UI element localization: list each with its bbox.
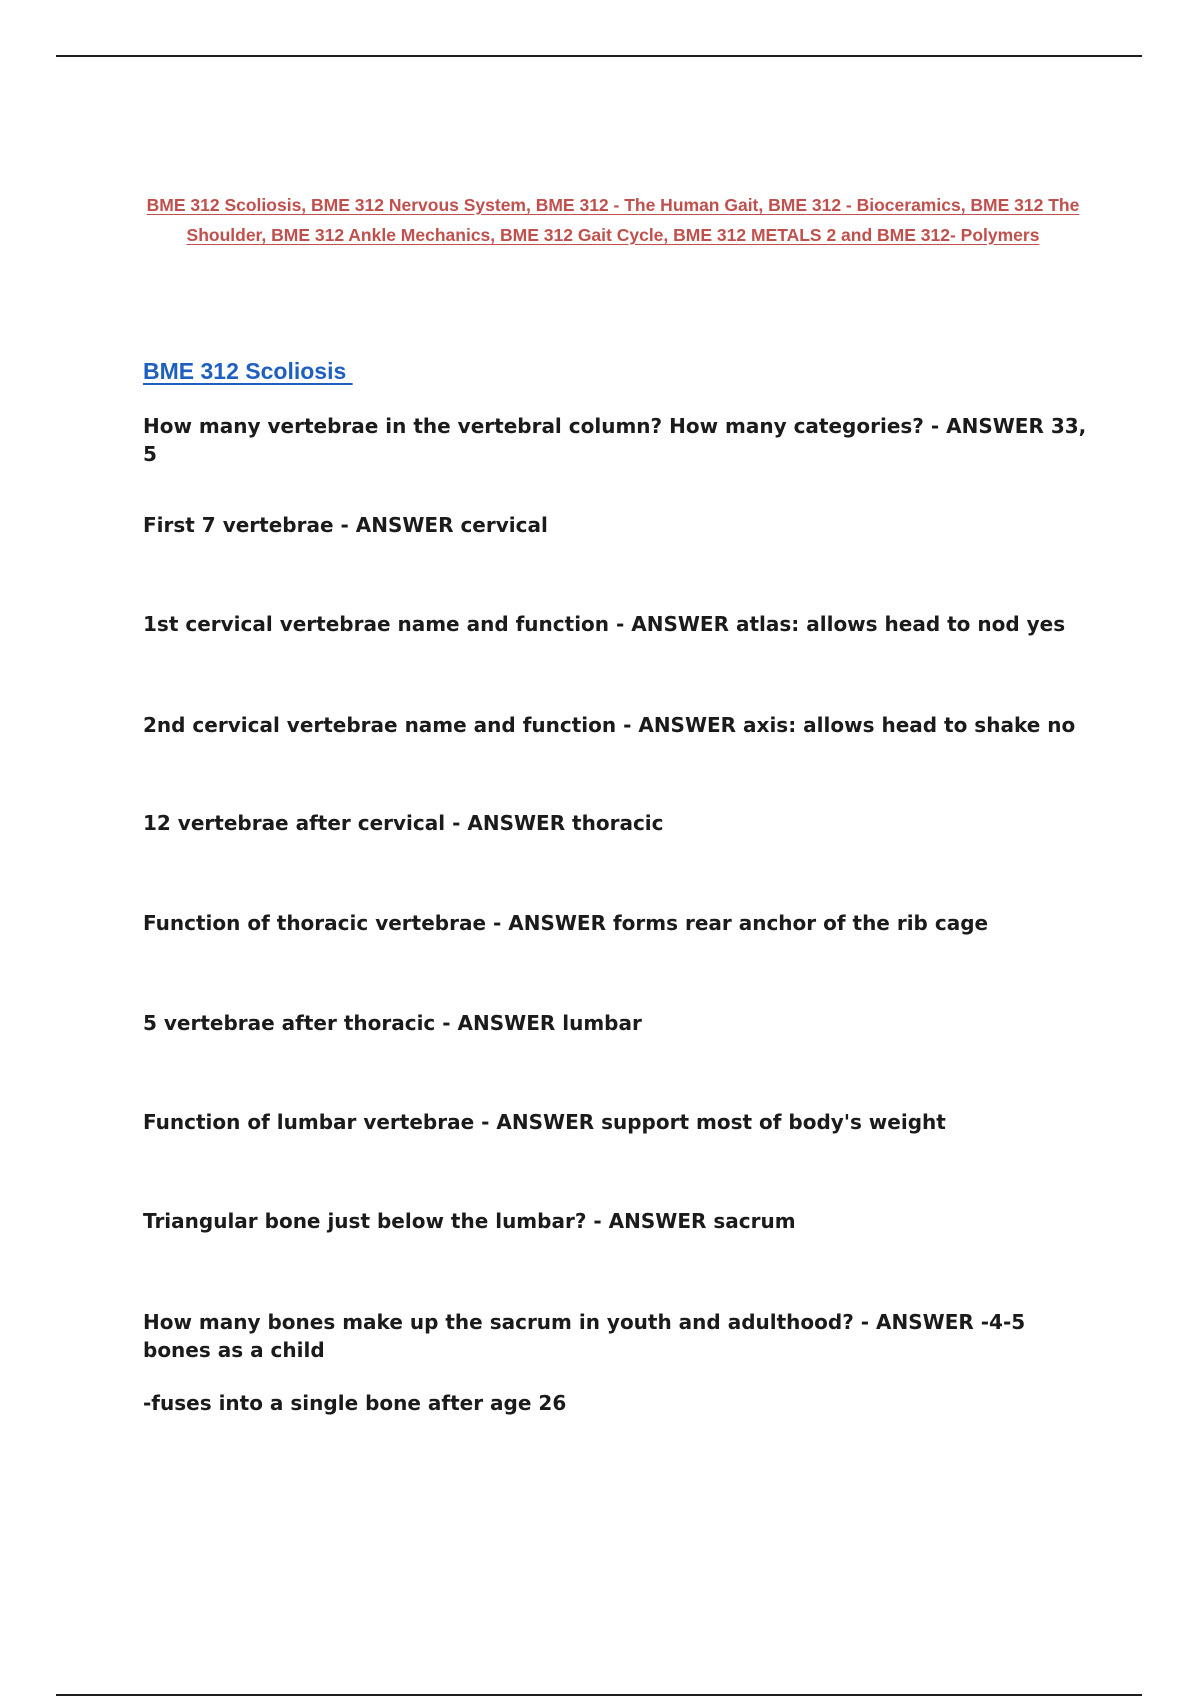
qa-item: Function of thoracic vertebrae - ANSWER forms rear anchor of the rib cage xyxy=(143,911,989,935)
qa-item: How many bones make up the sacrum in youth and adulthood? - ANSWER -4-5 bones as a child xyxy=(143,1310,1026,1362)
qa-item-continuation: -fuses into a single bone after age 26 xyxy=(143,1391,567,1415)
qa-item: First 7 vertebrae - ANSWER cervical xyxy=(143,513,548,537)
qa-item: Triangular bone just below the lumbar? - ANSWER sacrum xyxy=(143,1209,796,1233)
qa-item: 1st cervical vertebrae name and function - ANSWER atlas: allows head to nod yes xyxy=(143,612,1066,636)
qa-item: 12 vertebrae after cervical - ANSWER thoracic xyxy=(143,811,664,835)
qa-item: 5 vertebrae after thoracic - ANSWER lumbar xyxy=(143,1011,642,1035)
qa-item: How many vertebrae in the vertebral column? How many categories? - ANSWER 33, 5 xyxy=(143,414,1087,466)
bottom-rule xyxy=(56,1694,1142,1696)
qa-item: Function of lumbar vertebrae - ANSWER support most of body's weight xyxy=(143,1110,946,1134)
top-rule xyxy=(56,55,1142,57)
qa-item: 2nd cervical vertebrae name and function - ANSWER axis: allows head to shake no xyxy=(143,713,1076,737)
section-heading: BME 312 Scoliosis xyxy=(143,358,353,384)
document-title: BME 312 Scoliosis, BME 312 Nervous System, BME 312 - The Human Gait, BME 312 - Bioceramics, BME 312 The Shoulder, BME 312 Ankle Mechanics, BME 312 Gait Cycle, BME 312 METALS 2 and BME 312- Polymers xyxy=(146,195,1080,245)
